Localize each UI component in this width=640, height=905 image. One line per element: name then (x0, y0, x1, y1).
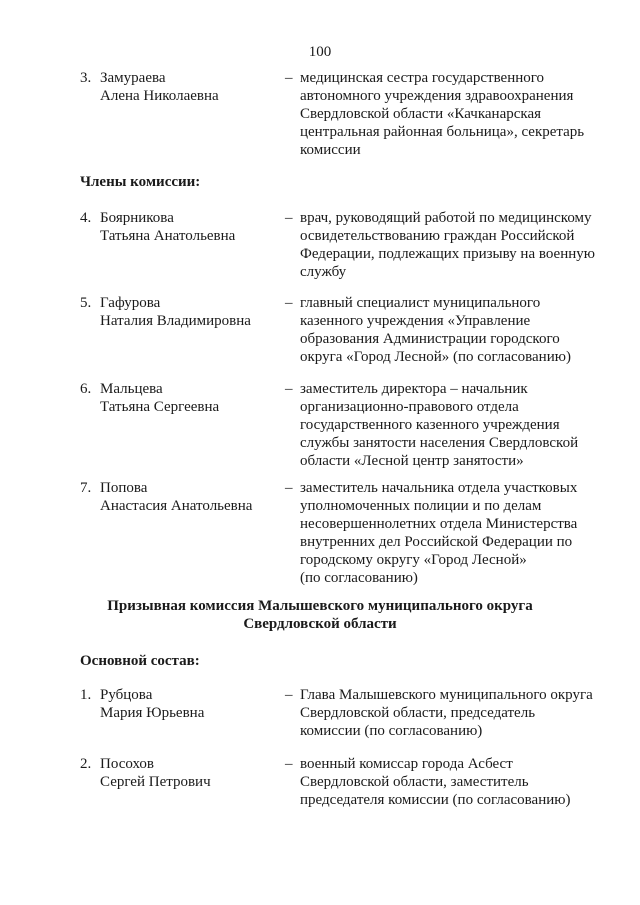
item-number: 3. (80, 70, 92, 86)
person-name: Рубцова Мария Юрьевна (100, 687, 205, 721)
person-name: Замураева Алена Николаевна (100, 70, 219, 104)
person-role: Глава Малышевского муниципального округа Свердловской области, председатель комиссии (по согласованию) (300, 687, 593, 739)
person-role: военный комиссар города Асбест Свердловской области, заместитель председателя комиссии (по согласованию) (300, 756, 571, 808)
commission-title: Призывная комиссия Малышевского муниципального округа Свердловской области (107, 598, 533, 632)
item-number: 1. (80, 687, 92, 703)
person-name: Гафурова Наталия Владимировна (100, 295, 251, 329)
main-composition-heading: Основной состав: (80, 653, 200, 669)
dash-separator: – (285, 756, 293, 772)
item-number: 4. (80, 210, 92, 226)
dash-separator: – (285, 70, 293, 86)
dash-separator: – (285, 687, 293, 703)
dash-separator: – (285, 210, 293, 226)
item-number: 7. (80, 480, 92, 496)
person-name: Посохов Сергей Петрович (100, 756, 211, 790)
page-number: 100 (308, 44, 332, 60)
person-name: Боярникова Татьяна Анатольевна (100, 210, 236, 244)
dash-separator: – (285, 295, 293, 311)
dash-separator: – (285, 381, 293, 397)
person-role: заместитель директора – начальник организационно-правового отдела государственного казенного учреждения службы занятости населения Свердловской области «Лесной центр занятости» (300, 381, 579, 469)
person-role: главный специалист муниципального казенного учреждения «Управление образования Администрации городского округа «Город Лесной» (по согласованию) (300, 295, 571, 365)
item-number: 2. (80, 756, 92, 772)
person-name: Попова Анастасия Анатольевна (100, 480, 253, 514)
members-heading: Члены комиссии: (80, 174, 201, 190)
person-name: Мальцева Татьяна Сергеевна (100, 381, 220, 415)
person-role: врач, руководящий работой по медицинскому освидетельствованию граждан Российской Федерации, подлежащих призыву на военную службу (300, 210, 595, 280)
person-role: медицинская сестра государственного автономного учреждения здравоохранения Свердловской области «Качканарская центральная районная больница», секретарь комиссии (300, 70, 585, 158)
item-number: 6. (80, 381, 92, 397)
dash-separator: – (285, 480, 293, 496)
person-role: заместитель начальника отдела участковых уполномоченных полиции и по делам несовершеннолетних отдела Министерства внутренних дел Российской Федерации по городскому округу «Город Лесной» (по согласованию) (300, 480, 578, 586)
item-number: 5. (80, 295, 92, 311)
